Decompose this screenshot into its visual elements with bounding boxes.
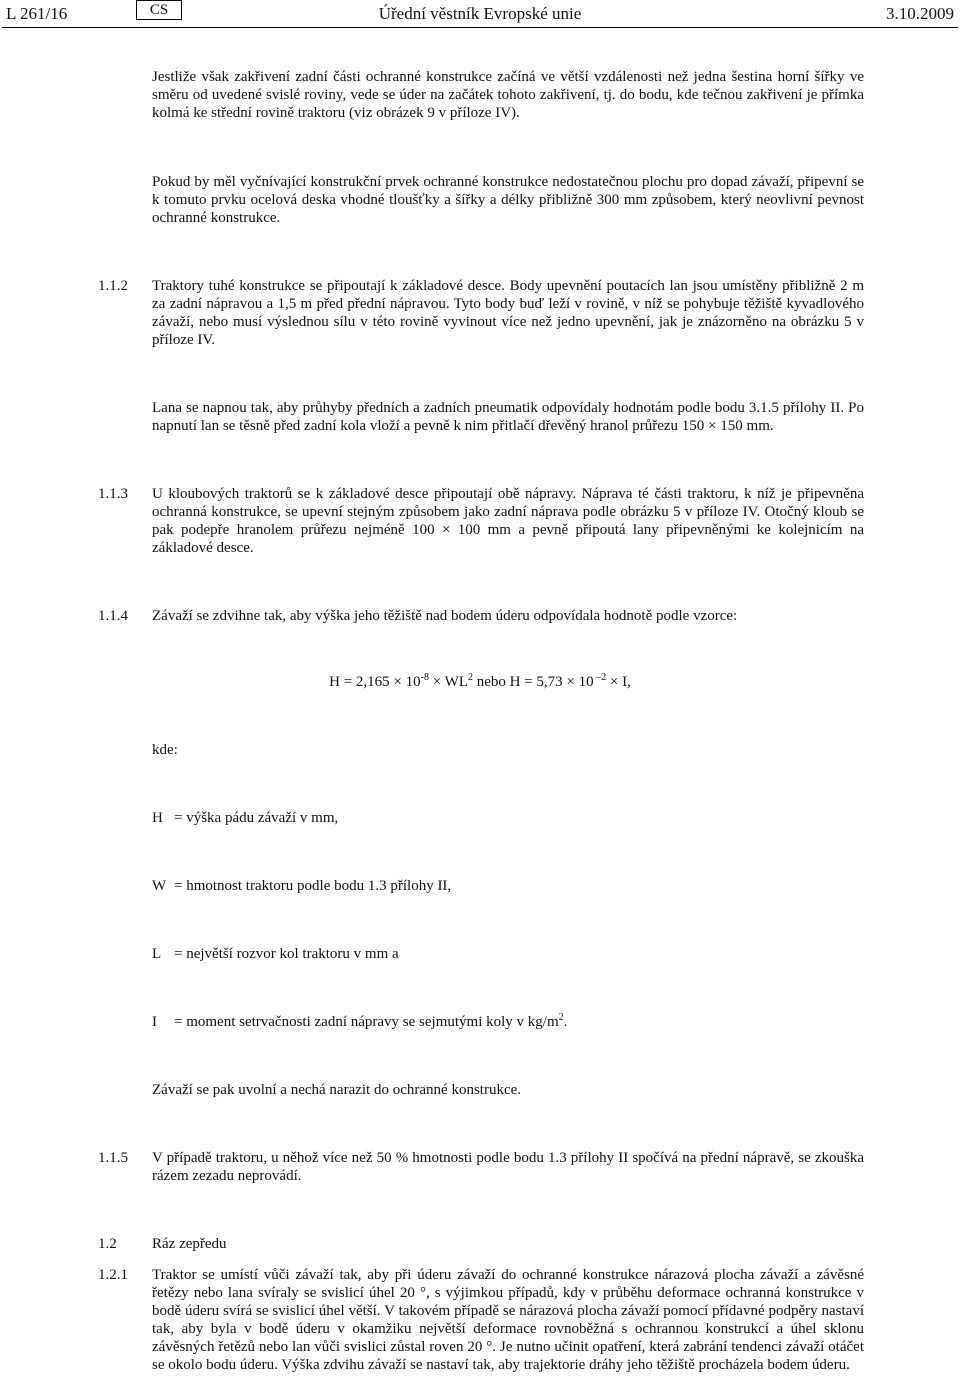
- definition-symbol-w: W: [152, 878, 167, 894]
- formula-part-d: × I,: [606, 674, 631, 690]
- formula-part-c: nebo H = 5,73 × 10: [472, 674, 594, 690]
- section-number-1-1-4: 1.1.4: [98, 608, 128, 624]
- formula-exp-c: –2: [593, 672, 607, 683]
- definition-text-i: [174, 1013, 567, 1031]
- section-number-1-1-3: 1.1.3: [98, 486, 128, 502]
- formula-exp-b: 2: [467, 672, 473, 683]
- definition-symbol-i: I: [152, 1014, 157, 1030]
- section-number-1-1-2: 1.1.2: [98, 278, 128, 294]
- intro-paragraph-1: Jestliže však zakřivení zadní části ochranné konstrukce začíná ve větší vzdálenosti než jedna šestina horní šířky ve směru od uvedené svislé roviny, vede se úder na začátek tohoto zakřivení, tj. do bodu, kde tečnou zakřivení je přímka kolmá ke střední rovině traktoru (viz obrázek 9 v příloze IV).: [152, 69, 864, 121]
- section-1-1-2-paragraph-1: Traktory tuhé konstrukce se připoutají k základové desce. Body upevnění poutacích lan jsou umístěny přibližně 2 m za zadní nápravou a 1,5 m před přední nápravou. Tyto body buď leží v rovině, v níž se pohybuje těžiště kyvadlového závaží, nebo musí výslednou sílu v této rovině vyvinout více než jedno upevnění, jak je znázorněno na obrázku 5 v příloze IV.: [152, 278, 864, 348]
- definition-text-l: = největší rozvor kol traktoru v mm a: [174, 946, 399, 962]
- intro-paragraph-2: Pokud by měl vyčnívající konstrukční prvek ochranné konstrukce nedostatečnou plochu pro dopad závaží, připevní se k tomuto prvku ocelová deska vhodné tloušťky a šířky a délky přibližně 300 mm způsobem, který neovlivní pevnost ochranné konstrukce.: [152, 174, 864, 226]
- formula-part-a: H = 2,165 × 10: [329, 674, 421, 690]
- section-number-1-2-1: 1.2.1: [98, 1267, 128, 1283]
- section-1-2-1-paragraph: Traktor se umístí vůči závaží tak, aby při úderu závaží do ochranné konstrukce nárazová plocha závaží a závěsné řetězy nebo lana svíraly se svislicí úhel 20 °, s výjimkou případů, kdy v průběhu deformace ochranná konstrukce v bodě úderu svírá se svislicí úhel větší. V takovém případě se nárazová plocha závaží pomocí přídavné podpěry nastaví tak, aby byla v bodě úderu v okamžiku největší deformace rovnoběžná s ochrannou konstrukcí a úhel sklonu závěsných řetězů nebo lan vůči svislici zůstal roven 20 °. Je nutno učinit opatření, která zabrání tendenci závaží otáčet se okolo bodu úderu. Výška zdvihu závaží se nastaví tak, aby trajektorie dráhy jeho těžiště procházela bodem úderu.: [152, 1267, 864, 1373]
- section-1-2-title: Ráz zepředu: [152, 1236, 227, 1252]
- section-1-1-5-paragraph: V případě traktoru, u něhož více než 50 % hmotnosti podle bodu 1.3 přílohy II spočívá na přední nápravě, se zkouška rázem zezadu neprovádí.: [152, 1150, 864, 1184]
- definition-text-h: = výška pádu závaží v mm,: [174, 810, 339, 826]
- section-1-1-2-paragraph-2: Lana se napnou tak, aby průhyby předních a zadních pneumatik odpovídaly hodnotám podle bodu 3.1.5 přílohy II. Po napnutí lan se těsně před zadní kola vloží a pevně k nim přitlačí dřevěný hranol průřezu 150 × 150 mm.: [152, 400, 864, 434]
- definition-text-w: = hmotnost traktoru podle bodu 1.3 přílohy II,: [174, 878, 452, 894]
- page-header: [0, 0, 960, 30]
- section-1-1-4-paragraph: Závaží se zdvihne tak, aby výška jeho těžiště nad bodem úderu odpovídala hodnotě podle vzorce:: [152, 608, 738, 624]
- page-reference: L 261/16: [6, 4, 68, 23]
- where-label: kde:: [152, 742, 178, 758]
- journal-title: Úřední věstník Evropské unie: [378, 4, 582, 23]
- definition-symbol-h: H: [152, 810, 163, 826]
- section-1-1-3-paragraph: U kloubových traktorů se k základové desce připoutají obě nápravy. Náprava té části traktoru, k níž je připevněna ochranná konstrukce, se upevní stejným způsobem jako zadní náprava podle obrázku 5 v příloze IV. Otočný kloub se pak podepře hranolem průřezu nejméně 100 × 100 mm a pevně připoutá lany připevněnými ke kolejnicím na základové desce.: [152, 486, 864, 556]
- definition-text-i-end: .: [563, 1014, 568, 1030]
- definition-text-i-main: = moment setrvačnosti zadní nápravy se sejmutými koly v kg/m: [174, 1014, 559, 1030]
- definition-symbol-l: L: [152, 946, 162, 962]
- section-number-1-2: 1.2: [98, 1236, 117, 1252]
- formula-exp-a: -8: [420, 672, 429, 683]
- header-rule: [2, 27, 958, 28]
- issue-date: 3.10.2009: [886, 4, 954, 23]
- formula-part-b: × WL: [428, 674, 468, 690]
- section-1-1-4-closing: Závaží se pak uvolní a nechá narazit do ochranné konstrukce.: [152, 1082, 522, 1098]
- language-code: CS: [136, 0, 182, 20]
- definition-text-i-exp: 2: [558, 1012, 564, 1023]
- section-number-1-1-5: 1.1.5: [98, 1150, 128, 1166]
- drop-height-formula: [0, 673, 960, 691]
